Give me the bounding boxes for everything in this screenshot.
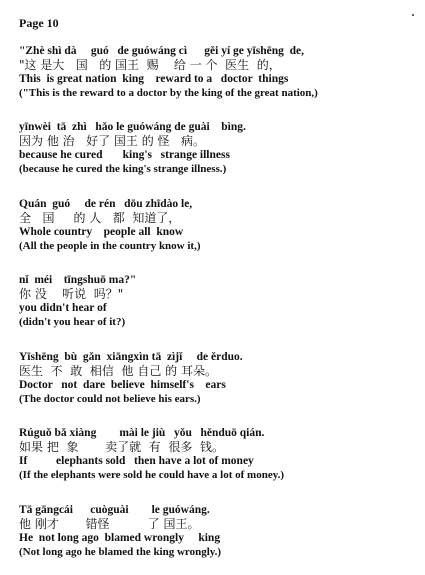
translation-line: ("This is the reward to a doctor by the king of the great nation,) xyxy=(19,87,318,99)
pinyin-line: Rúguǒ bǎ xiàng mài le jiù yǒu hěnduō qián. xyxy=(19,427,265,439)
sentence-block xyxy=(19,426,419,482)
hanzi-line: 如果 把 象 卖了就 有 很多 钱。 xyxy=(19,440,225,454)
hanzi-line: 全 国 的 人 都 知道了， xyxy=(19,211,181,225)
translation-line: (If the elephants were sold he could have a lot of money.) xyxy=(19,469,285,481)
hanzi-line: 医生 不 敢 相信 他 自己 的 耳朵。 xyxy=(19,364,217,378)
gloss-line: Doctor not dare believe himself's ears xyxy=(19,379,226,391)
gloss-line: He not long ago blamed wrongly king xyxy=(19,532,221,544)
pinyin-line: Tā gāngcái cuòguài le guówáng. xyxy=(19,504,210,516)
pinyin-line: Yīshēng bù gǎn xiāngxìn tā zìjǐ de ěrduo. xyxy=(19,351,243,363)
gloss-line: This is great nation king reward to a doctor things xyxy=(19,73,289,85)
translation-line: (didn't you hear of it?) xyxy=(19,316,126,328)
pinyin-line: yīnwèi tā zhì hǎo le guówáng de guài bìng. xyxy=(19,121,246,133)
hanzi-line: "这 是大 国 的 国王 赐 给 一 个 医生 的， xyxy=(19,58,281,72)
translation-line: (The doctor could not believe his ears.) xyxy=(19,393,201,405)
page-number: Page 10 xyxy=(19,16,59,30)
gloss-line: because he cured king's strange illness xyxy=(19,149,230,161)
sentence-block xyxy=(19,350,419,406)
pinyin-line: "Zhè shì dà guó de guówáng cì gěi yí ge yīshēng de, xyxy=(19,45,304,57)
translation-line: (All the people in the country know it,) xyxy=(19,240,201,252)
sentence-block xyxy=(19,120,419,176)
sentence-block xyxy=(19,503,419,559)
sentence-block xyxy=(19,273,419,329)
sentence-block xyxy=(19,44,419,100)
translation-line: (Not long ago he blamed the king wrongly.) xyxy=(19,546,222,558)
gloss-line: If elephants sold then have a lot of money xyxy=(19,455,254,467)
pinyin-line: Quán guó de rén dōu zhīdào le, xyxy=(19,198,193,210)
hanzi-line: 你 没 听说 吗？" xyxy=(19,287,124,301)
hanzi-line: 因为 他 治 好了 国王 的 怪 病。 xyxy=(19,134,205,148)
sentence-block xyxy=(19,197,419,253)
translation-line: (because he cured the king's strange illness.) xyxy=(19,163,227,175)
gloss-line: Whole country people all know xyxy=(19,226,184,238)
hanzi-line: 他 刚才 错怪 了 国王。 xyxy=(19,517,200,531)
pinyin-line: nǐ méi tīngshuō ma?" xyxy=(19,274,137,286)
scan-speck xyxy=(412,14,414,16)
gloss-line: you didn't hear of xyxy=(19,302,107,314)
